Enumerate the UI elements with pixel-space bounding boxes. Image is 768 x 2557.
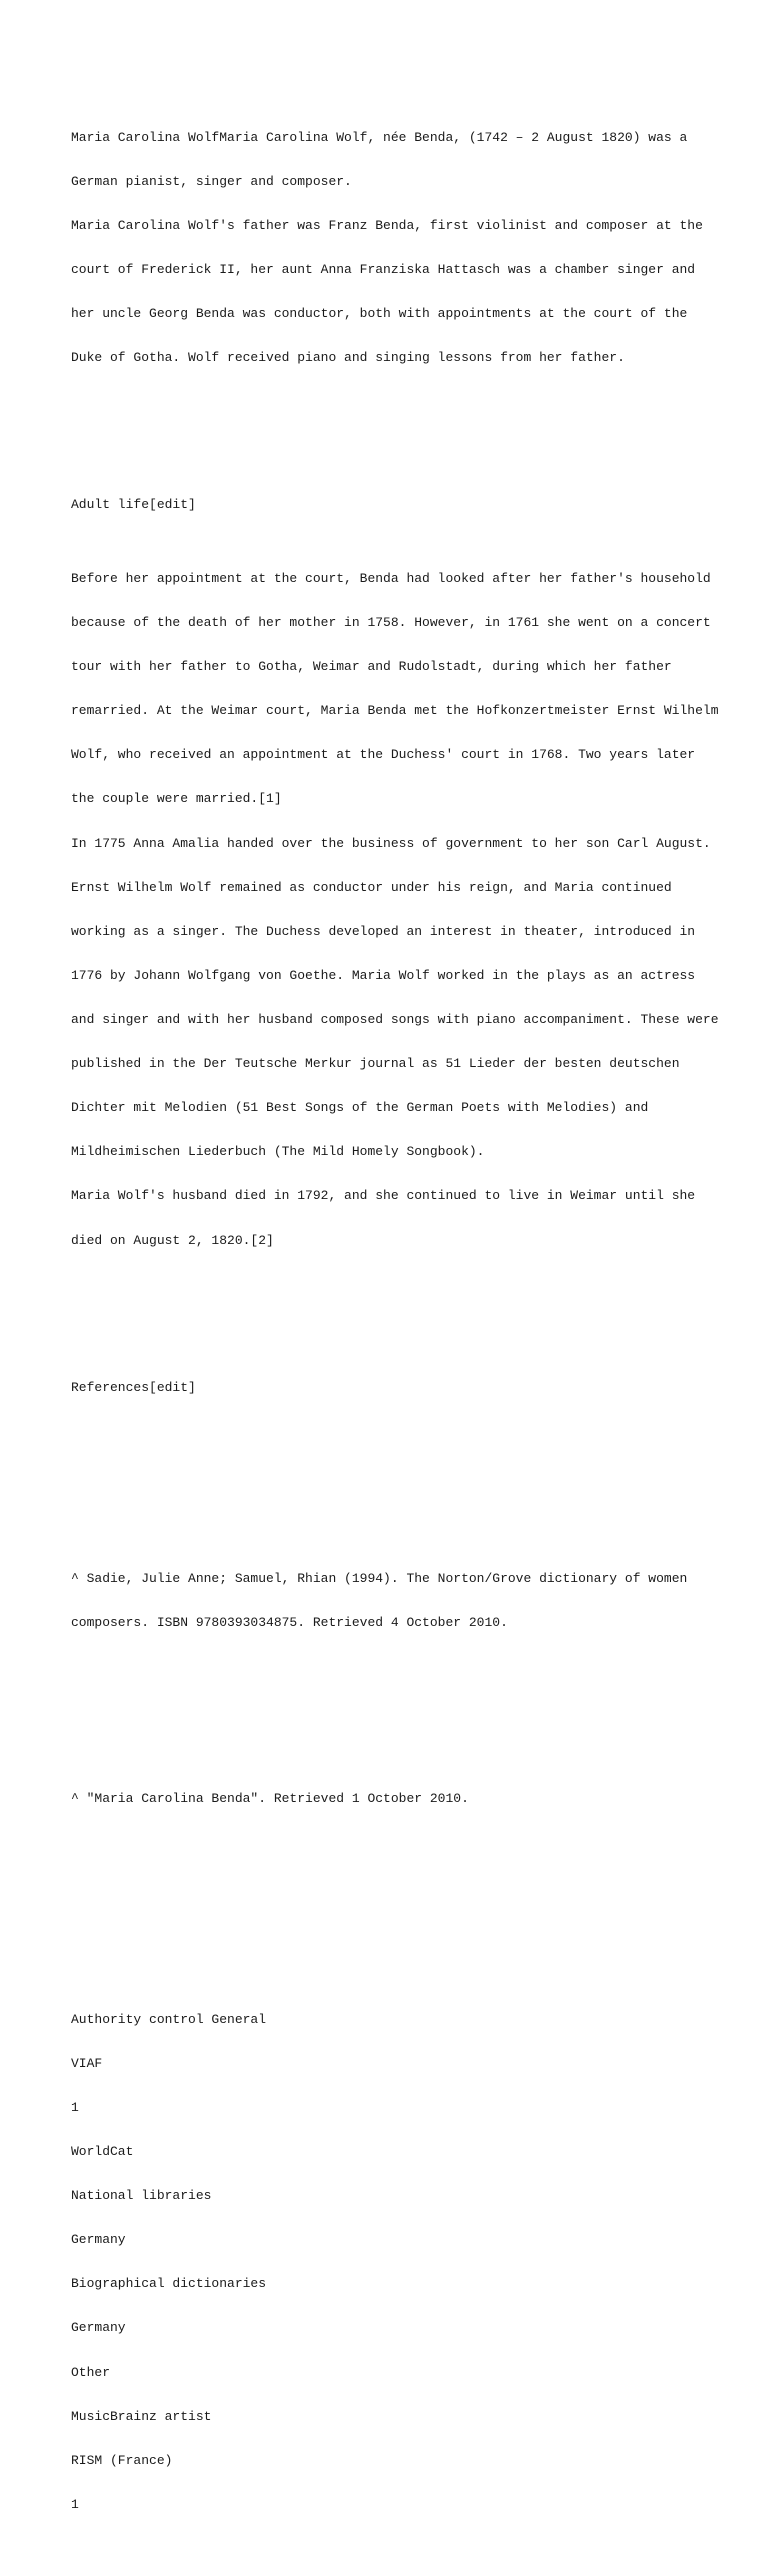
- text-line: Before her appointment at the court, Benda had looked after her father's household: [71, 570, 711, 586]
- document-body: [71, 72, 719, 2557]
- authority-control-title: Authority control General: [71, 2011, 267, 2027]
- reference-item: [71, 1763, 711, 1837]
- text-line: ^ Sadie, Julie Anne; Samuel, Rhian (1994). The Norton/Grove dictionary of women: [71, 1570, 688, 1586]
- section-heading-adult-life: Adult life[edit]: [71, 497, 196, 513]
- text-line: and singer and with her husband composed songs with piano accompaniment. These were: [71, 1011, 719, 1027]
- spacer: [71, 440, 711, 455]
- spacer: [71, 1483, 711, 1498]
- text-line: Wolf, who received an appointment at the Duchess' court in 1768. Two years later: [71, 747, 696, 763]
- text-line: working as a singer. The Duchess developed an interest in theater, introduced in: [71, 923, 696, 939]
- text-line: German pianist, singer and composer.: [71, 173, 352, 189]
- text-line: court of Frederick II, her aunt Anna Franziska Hattasch was a chamber singer and: [71, 262, 696, 278]
- section-heading-references: References[edit]: [71, 1379, 196, 1395]
- spacer: [71, 1925, 711, 1940]
- text-line: died on August 2, 1820.[2]: [71, 1232, 274, 1248]
- text-line: Duke of Gotha. Wolf received piano and singing lessons from her father.: [71, 350, 625, 366]
- text-line: In 1775 Anna Amalia handed over the business of government to her son Carl August.: [71, 835, 711, 851]
- text-line: Mildheimischen Liederbuch (The Mild Homely Songbook).: [71, 1144, 485, 1160]
- authority-group-national-libraries: National libraries: [71, 2188, 212, 2204]
- authority-link-rism[interactable]: RISM (France): [71, 2452, 173, 2468]
- text-line: Maria Carolina WolfMaria Carolina Wolf, née Benda, (1742 – 2 August 1820) was a: [71, 129, 688, 145]
- text-line: because of the death of her mother in 1758. However, in 1761 she went on a concert: [71, 615, 711, 630]
- intro-paragraph: [71, 101, 711, 395]
- text-line: the couple were married.[1]: [71, 791, 282, 807]
- text-line: Maria Carolina Wolf's father was Franz Benda, first violinist and composer at the: [71, 218, 703, 234]
- text-line: ^ "Maria Carolina Benda". Retrieved 1 October 2010.: [71, 1791, 469, 1807]
- text-line: Ernst Wilhelm Wolf remained as conductor under his reign, and Maria continued: [71, 879, 672, 895]
- text-line: her uncle Georg Benda was conductor, both with appointments at the court of the: [71, 306, 688, 322]
- reference-item: [71, 1542, 711, 1660]
- text-line: Maria Wolf's husband died in 1792, and she continued to live in Weimar until she: [71, 1188, 696, 1204]
- authority-control: [71, 1983, 711, 2542]
- text-line: remarried. At the Weimar court, Maria Benda met the Hofkonzertmeister Ernst Wilhelm: [71, 703, 719, 719]
- adult-life-section: [71, 542, 719, 1277]
- authority-link-rism-1[interactable]: 1: [71, 2496, 79, 2512]
- text-line: 1776 by Johann Wolfgang von Goethe. Maria Wolf worked in the plays as an actress: [71, 967, 696, 983]
- authority-link-viaf-1[interactable]: 1: [71, 2099, 79, 2115]
- text-line: published in the Der Teutsche Merkur journal as 51 Lieder der besten deutschen: [71, 1056, 680, 1072]
- authority-link-viaf[interactable]: VIAF: [71, 2055, 103, 2071]
- spacer: [71, 1322, 711, 1337]
- authority-group-other: Other: [71, 2364, 111, 2380]
- authority-link-musicbrainz[interactable]: MusicBrainz artist: [71, 2408, 212, 2424]
- authority-group-biographical-dictionaries: Biographical dictionaries: [71, 2276, 267, 2292]
- spacer: [71, 1880, 711, 1895]
- text-line: tour with her father to Gotha, Weimar and Rudolstadt, during which her father: [71, 659, 672, 675]
- authority-link-germany-bio[interactable]: Germany: [71, 2320, 126, 2336]
- authority-link-germany[interactable]: Germany: [71, 2232, 126, 2248]
- text-line: composers. ISBN 9780393034875. Retrieved 4 October 2010.: [71, 1614, 508, 1630]
- spacer: [71, 1704, 711, 1719]
- text-line: Dichter mit Melodien (51 Best Songs of the German Poets with Melodies) and: [71, 1100, 649, 1116]
- spacer: [71, 1439, 711, 1454]
- authority-link-worldcat[interactable]: WorldCat: [71, 2144, 134, 2160]
